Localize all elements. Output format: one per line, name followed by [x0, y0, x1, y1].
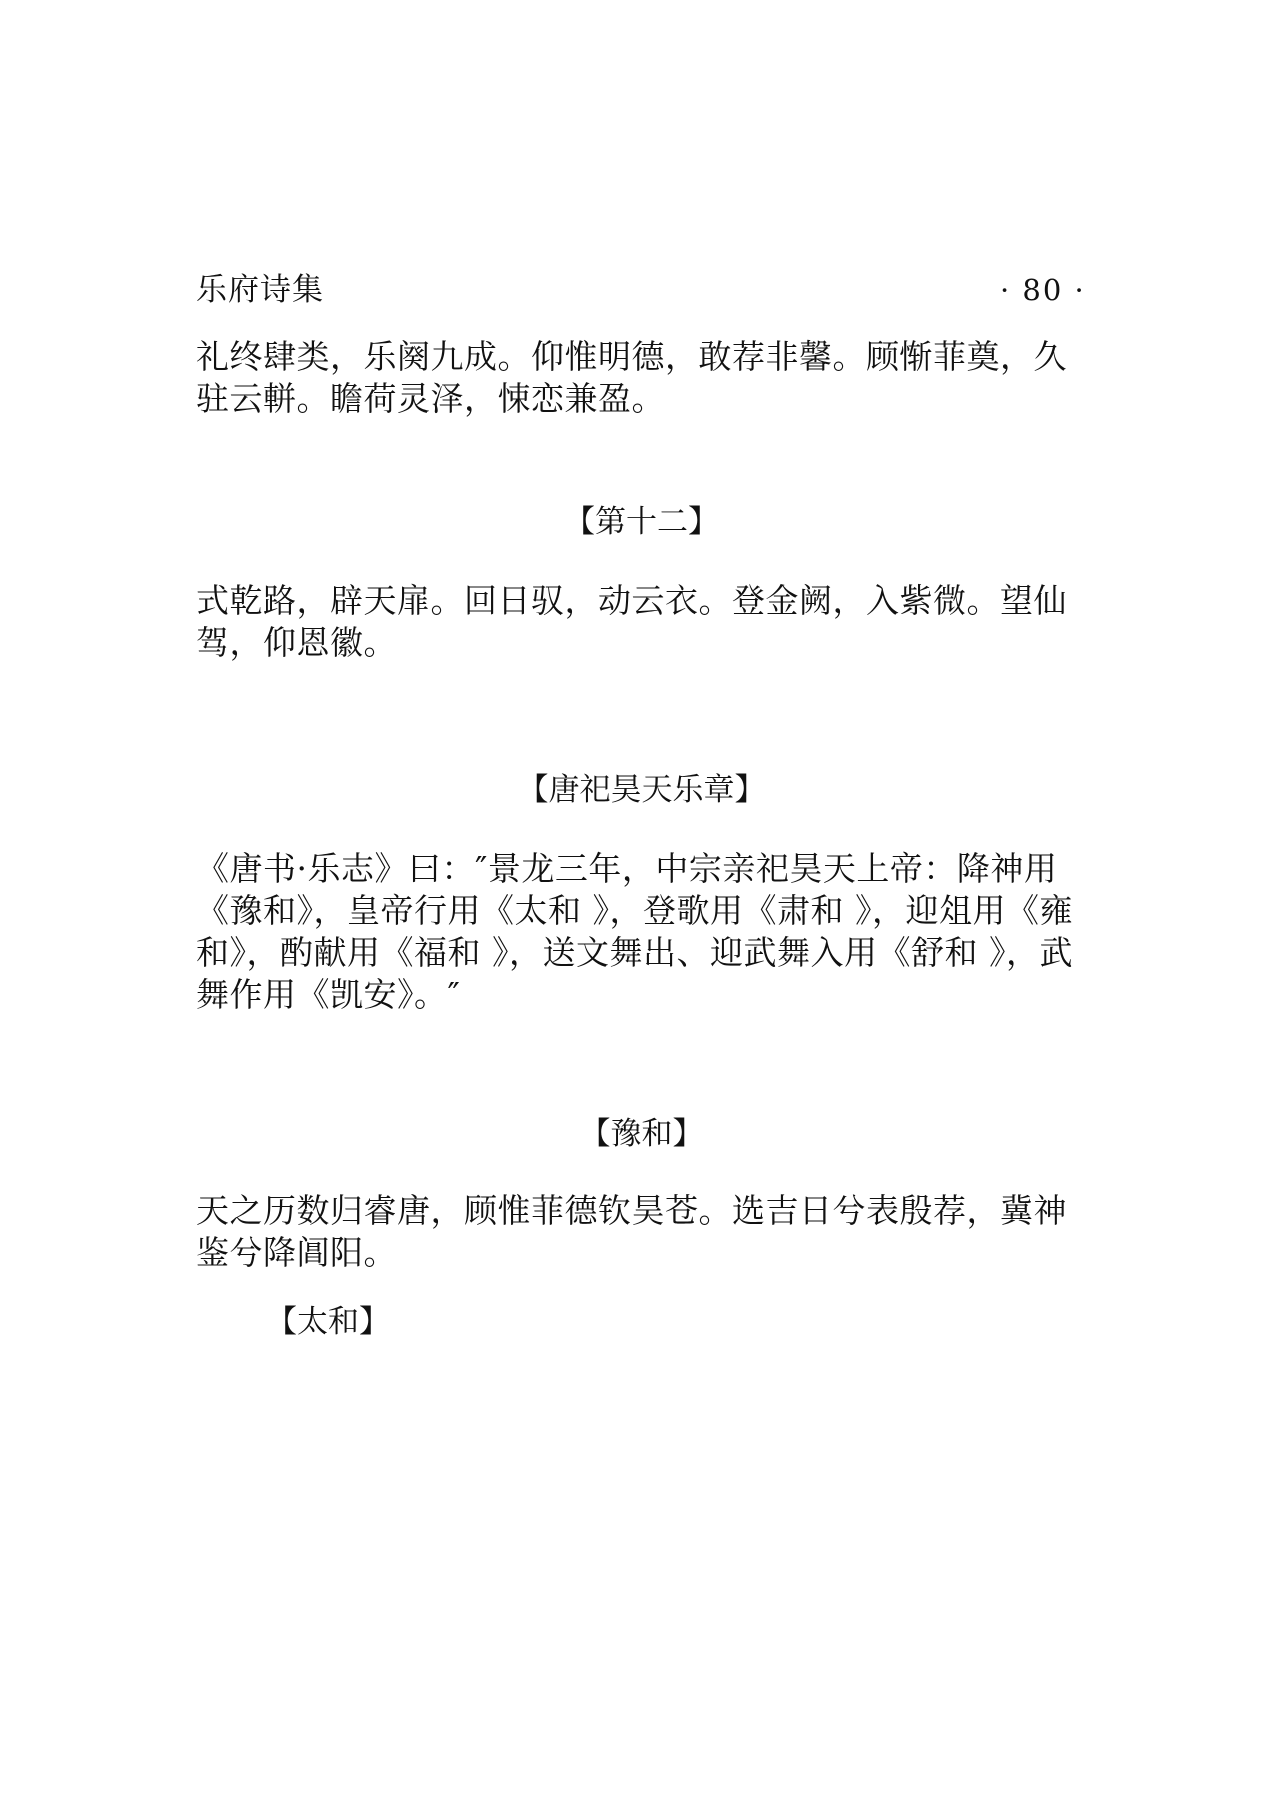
paragraph-verse-12: 式乾路，辟天扉。回日驭，动云衣。登金阙，入紫微。望仙驾，仰恩徽。: [196, 581, 1067, 662]
section-heading-yuhe: 【豫和】: [579, 1116, 704, 1152]
paragraph-verse-11: 礼终肆类，乐阕九成。仰惟明德，敢荐非馨。顾惭菲奠，久驻云軿。瞻荷灵泽，悚恋兼盈。: [196, 337, 1067, 418]
page-number: · 80 ·: [1000, 273, 1086, 307]
section-heading-12: 【第十二】: [564, 504, 719, 540]
running-header-title: 乐府诗集: [196, 272, 324, 308]
section-heading-tang-sacrifice: 【唐祀昊天乐章】: [517, 772, 766, 808]
paragraph-tang-shu-quote: 《唐书·乐志》曰：″景龙三年，中宗亲祀昊天上帝：降神用《豫和》，皇帝行用《太和 》，登歌用《肃和 》，迎俎用《雍和》，酌献用《福和 》，送文舞出、迎武舞入用《舒和 》，武舞作用《凯安》。″: [196, 849, 1073, 1014]
section-heading-taihe: 【太和】: [266, 1304, 390, 1340]
paragraph-yuhe-verse: 天之历数归睿唐，顾惟菲德钦昊苍。选吉日兮表殷荐，冀神鉴兮降阊阳。: [196, 1191, 1067, 1272]
